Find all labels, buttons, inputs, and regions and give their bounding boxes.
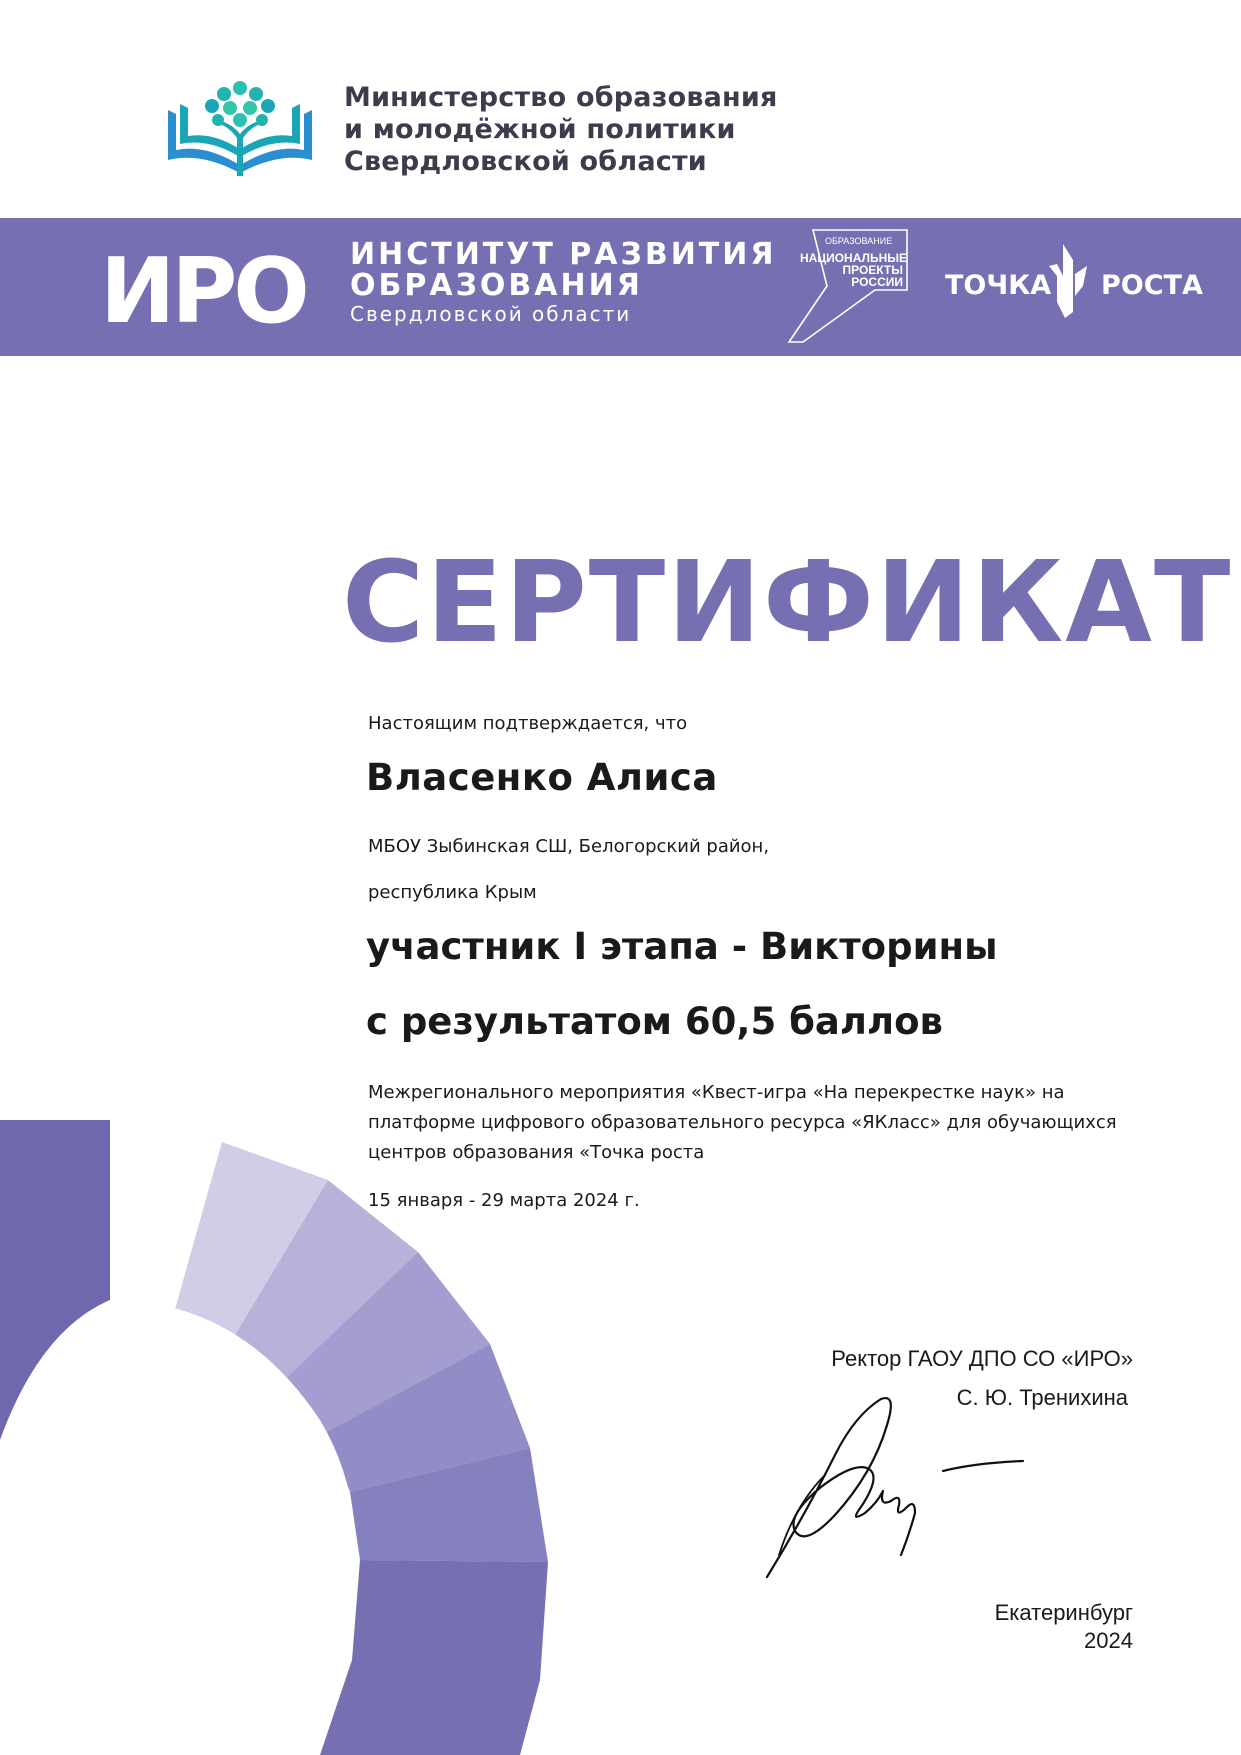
- event-description: [368, 1078, 1148, 1168]
- certificate-title: СЕРТИФИКАТ: [342, 538, 1233, 668]
- ministry-logo-icon: [160, 80, 320, 182]
- iro-line-2: ОБРАЗОВАНИЯ: [350, 268, 643, 303]
- rector-title: Ректор ГАОУ ДПО СО «ИРО»: [831, 1346, 1133, 1371]
- iro-name: [350, 239, 776, 327]
- school-line-2: республика Крым: [368, 882, 537, 903]
- iro-logo: [100, 242, 325, 332]
- np-line-1: НАЦИОНАЛЬНЫЕ: [800, 251, 907, 265]
- event-line-2: платформе цифрового образовательного ресурса «ЯКласс» для обучающихся: [368, 1112, 1117, 1133]
- event-line-3: центров образования «Точка роста: [368, 1142, 705, 1163]
- tochka-rosta-logo: [945, 236, 1205, 326]
- status-line-1: участник I этапа - Викторины: [366, 925, 998, 968]
- np-line-3: РОССИИ: [851, 275, 903, 289]
- event-dates: 15 января - 29 марта 2024 г.: [368, 1190, 640, 1211]
- status-line-2: с результатом 60,5 баллов: [366, 1000, 943, 1043]
- sprout-icon: [1049, 244, 1073, 318]
- event-line-1: Межрегионального мероприятия «Квест-игра «На перекрестке наук» на: [368, 1082, 1065, 1103]
- rector-name: С. Ю. Тренихина: [956, 1385, 1128, 1410]
- national-projects-logo: [775, 226, 925, 346]
- school-line-1: МБОУ Зыбинская СШ, Белогорский район,: [368, 836, 770, 857]
- np-line-2: ПРОЕКТЫ: [842, 263, 903, 277]
- np-top-text: ОБРАЗОВАНИЕ: [825, 236, 893, 246]
- recipient-name: Власенко Алиса: [366, 756, 718, 799]
- city: Екатеринбург: [994, 1600, 1133, 1625]
- ministry-line-3: Свердловской области: [344, 146, 707, 177]
- ministry-line-1: Министерство образования: [344, 82, 778, 113]
- confirmation-text: Настоящим подтверждается, что: [368, 713, 688, 734]
- iro-logo-text: ИРО: [100, 242, 306, 332]
- year: 2024: [1084, 1628, 1133, 1653]
- ministry-line-2: и молодёжной политики: [344, 114, 736, 145]
- tochka-right-text: РОСТА: [1101, 270, 1203, 301]
- handwritten-signature: [765, 1395, 1045, 1580]
- decorative-ring-graphic: [0, 1120, 560, 1755]
- tochka-left-text: ТОЧКА: [945, 270, 1052, 301]
- iro-line-3: Свердловской области: [350, 302, 632, 326]
- ministry-name: [344, 82, 778, 178]
- iro-line-1: ИНСТИТУТ РАЗВИТИЯ: [350, 237, 777, 272]
